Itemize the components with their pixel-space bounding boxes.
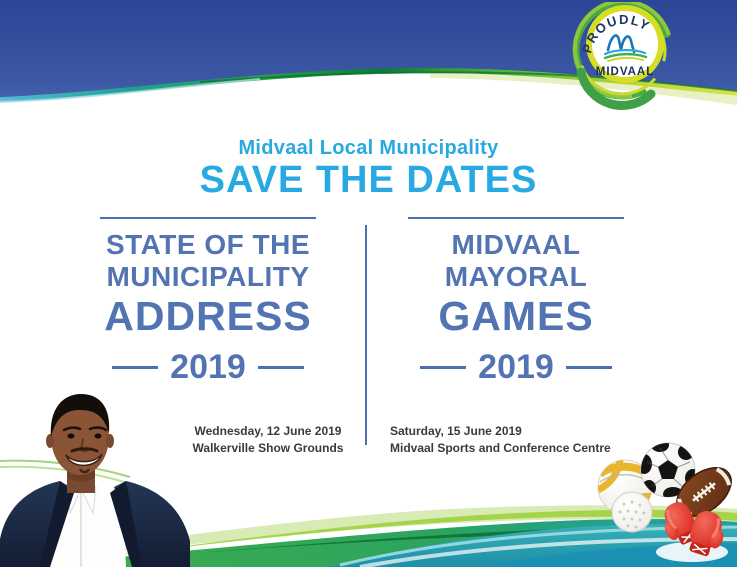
golf-ball-icon [612, 492, 652, 532]
year-dash-right [258, 366, 304, 369]
sports-equipment [552, 422, 737, 567]
event-left-year-row [88, 348, 328, 387]
proudly-midvaal-logo [556, 2, 682, 114]
event-right-year-row [404, 348, 628, 387]
event-left-date: Wednesday, 12 June 2019 [194, 424, 342, 438]
event-left-line2: MUNICIPALITY [106, 261, 310, 292]
year-dash-left [420, 366, 466, 369]
top-rule-right [408, 217, 624, 219]
mayor-photo [0, 389, 190, 567]
event-right-venue: Midvaal Sports and Conference Centre [390, 441, 611, 455]
event-left-year: 2019 [170, 348, 246, 386]
event-right-year: 2019 [478, 348, 554, 386]
year-dash-right [566, 366, 612, 369]
event-left-line1: STATE OF THE [105, 229, 311, 260]
logo-wordmark: MIDVAAL [595, 66, 655, 78]
event-left-line3: ADDRESS [104, 293, 312, 339]
event-soma [88, 217, 328, 387]
top-rule-left [100, 217, 316, 219]
municipality-subtitle: Midvaal Local Municipality [238, 137, 499, 159]
event-right-line1: MIDVAAL [451, 229, 581, 260]
event-right-line3: GAMES [438, 293, 594, 339]
event-mayoral-games [404, 217, 628, 387]
event-left-details [186, 423, 350, 457]
event-left-venue: Walkerville Show Grounds [192, 441, 344, 455]
event-right-date: Saturday, 15 June 2019 [390, 424, 522, 438]
page-title: SAVE THE DATES [199, 159, 538, 201]
logo-arc-text: PROUDLY [579, 11, 654, 55]
year-dash-left [112, 366, 158, 369]
column-divider [365, 225, 367, 445]
header-band [0, 0, 737, 140]
event-right-line2: MAYORAL [444, 261, 588, 292]
